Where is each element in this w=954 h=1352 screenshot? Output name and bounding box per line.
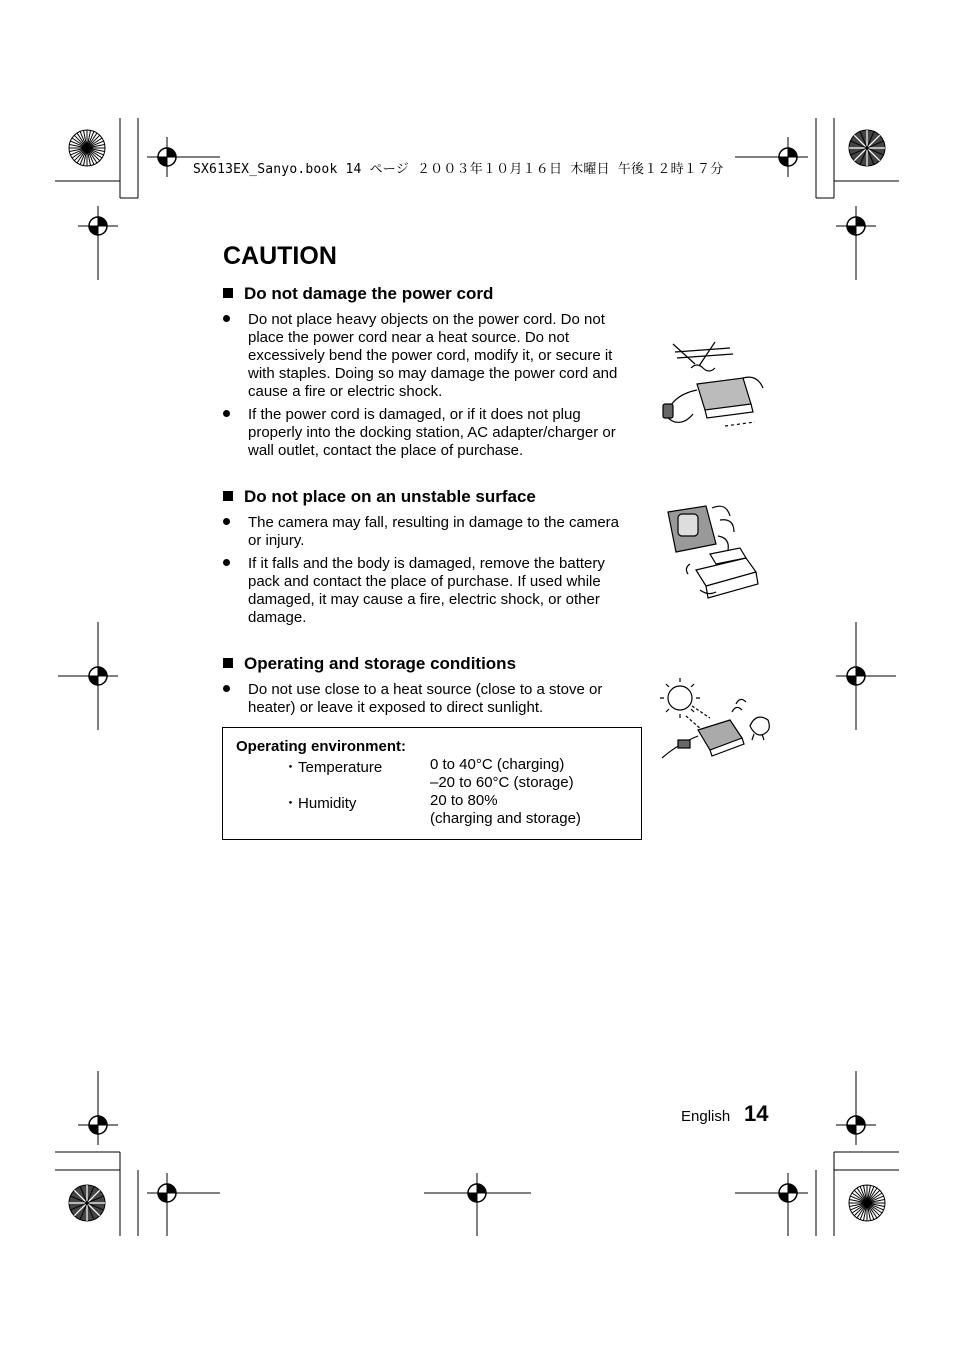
list-item: Do not place heavy objects on the power cord. Do not place the power cord near a heat source. Do not excessively bend the power cord, modify it, or secure it with staples. Doing so may damage the power cord and cause a fire or electric shock. [222, 311, 622, 401]
humidity-label: ・Humidity [283, 795, 357, 812]
list-item: The camera may fall, resulting in damage to the camera or injury. [222, 514, 622, 550]
bullet-list-power-cord [222, 311, 622, 465]
page-title: CAUTION [223, 242, 337, 270]
square-bullet-icon [223, 491, 233, 501]
heat-sunlight-illustration [658, 676, 774, 762]
environment-heading: Operating environment: [236, 738, 407, 755]
bullet-list-unstable-surface [222, 514, 622, 632]
temperature-values: 0 to 40°C (charging) –20 to 60°C (storage) [430, 756, 574, 791]
footer-language: English [681, 1108, 731, 1125]
section-heading-power-cord: Do not damage the power cord [223, 284, 493, 304]
bullet-list-operating-storage [222, 681, 622, 722]
temperature-label: ・Temperature [283, 759, 383, 776]
print-header-line: SX613EX_Sanyo.book 14 ページ ２００３年１０月１６日 木曜日 午後１２時１７分 [193, 162, 724, 177]
list-item: Do not use close to a heat source (close to a stove or heater) or leave it exposed to direct sunlight. [222, 681, 622, 717]
operating-environment-box [222, 727, 642, 840]
falling-camera-illustration [660, 500, 760, 605]
page-number: 14 [744, 1101, 769, 1126]
list-item: If it falls and the body is damaged, remove the battery pack and contact the place of purchase. If used while damaged, it may cause a fire, electric shock, or other damage. [222, 555, 622, 627]
list-item: If the power cord is damaged, or if it does not plug properly into the docking station, AC adapter/charger or wall outlet, contact the place of purchase. [222, 406, 622, 460]
power-cord-damage-illustration [655, 338, 765, 430]
section-heading-operating-storage: Operating and storage conditions [223, 654, 516, 674]
section-heading-unstable-surface: Do not place on an unstable surface [223, 487, 536, 507]
square-bullet-icon [223, 288, 233, 298]
square-bullet-icon [223, 658, 233, 668]
humidity-values: 20 to 80% (charging and storage) [430, 792, 581, 827]
